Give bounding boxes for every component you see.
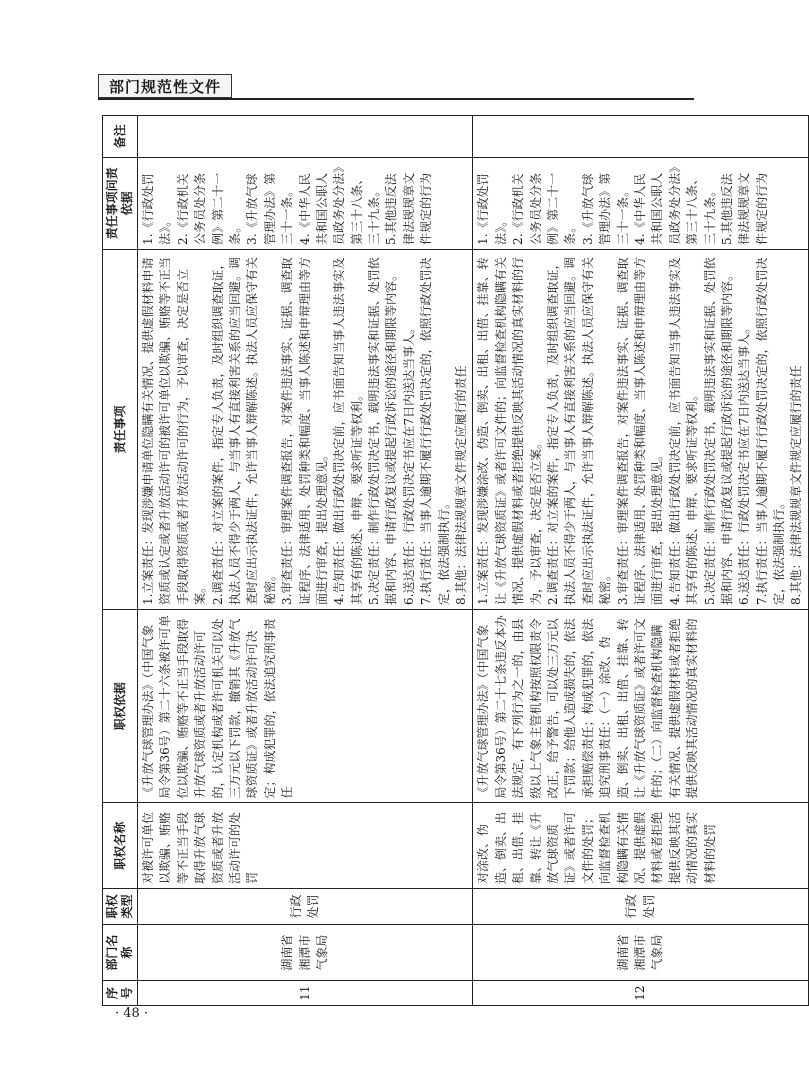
matter-item: 6.送达责任：行政处罚决定书应在7日内送达当事人。: [401, 321, 416, 605]
cell-name: 对涂改、伪造、倒卖、出租、出借、挂靠、转让《升放气球资质证》或者许可文件的处罚；向监督检查机构隐瞒有关情况、提供虚假材料或者拒绝提供反映其活动情况的真实材料的处罚: [473, 803, 808, 889]
accountability-item: 1.《行政处罚法》。: [476, 173, 508, 245]
matter-item: 1.立案责任：发现涉嫌申请单位隐瞒有关情况、提供虚假材料申请资质或认定或者升放活动许可的被许可单位以欺骗、贿赂等不正当手段取得资质或者升放活动许可的行为，予以审查，决定是否立案。: [141, 256, 208, 605]
matter-item: 4.告知责任：做出行政处罚决定前，应书面告知当事人违法事实及其享有的陈述、申辩、要求听证等权利。: [667, 257, 700, 605]
header-type: 职权类型: [103, 889, 138, 925]
header-basis: 职权依据: [103, 609, 138, 803]
cell-seq: 11: [138, 981, 473, 1006]
cell-accountability: [138, 157, 473, 249]
cell-type: 行政处罚: [138, 889, 473, 925]
cell-name: 对被许可单位以欺骗、贿赂等不正当手段取得升放气球资质或者升放活动许可的处罚: [138, 803, 473, 889]
header-name: 职权名称: [103, 803, 138, 889]
authority-table: [102, 115, 809, 1006]
matter-item: 6.送达责任：行政处罚决定书应在7日内送达当事人。: [737, 321, 752, 605]
cell-basis: 《升放气球管理办法》（中国气象局令第36号）第二十六条被许可单位以欺骗、贿赂等不正当手段取得升放气球资质或者升放活动许可的，认定机构或者许可机关可以处三万元以下罚款，撤销其《升放气球资质证》或者升放活动许可决定；构成犯罪的，依法追究刑事责任: [138, 609, 473, 803]
accountability-item: 5.其他违反法律法规规章文件规定的行为: [384, 172, 434, 245]
section-header-title: 部门规范性文件: [109, 77, 222, 96]
accountability-item: 5.其他违反法律法规规章文件规定的行为: [719, 172, 769, 245]
section-header: [98, 74, 232, 98]
cell-dept: 湖南省湘潭市气象局: [138, 925, 473, 981]
matter-item: 8.其他：法律法规规章文件规定应履行的责任: [454, 365, 469, 605]
cell-basis: 《升放气球管理办法》（中国气象局令第36号）第二十七条违反本办法规定，有下列行为之一的，由县级以上气象主管机构按照权限责令改正，给予警告，可以处三万元以下罚款；给他人造成损失的，依法承担赔偿责任；构成犯罪的，依法追究刑事责任：（一）涂改、伪造、倒卖、出租、出借、挂靠、转让《升放气球资质证》或者许可文件的；（二）向监督检查机构隐瞒有关情况、提供虚假材料或者拒绝提供反映其活动情况的真实材料的: [473, 609, 808, 803]
cell-matters: [138, 249, 473, 609]
rotated-table-frame: [102, 115, 804, 1006]
header-accountability: 责任事项问责依据: [103, 157, 138, 249]
table-row: [473, 116, 808, 1006]
header-note: 备注: [103, 116, 138, 158]
accountability-item: 2.《行政机关公务员处分条例》第二十一条。: [511, 172, 578, 245]
accountability-item: 2.《行政机关公务员处分条例》第二十一条。: [175, 172, 242, 245]
matter-item: 3.审查责任：审理案件调查报告，对案件违法事实、证据、调查取证程序、法律适用、处罚种类和幅度、当事人陈述和申辩理由等方面进行审查，提出处理意见。: [280, 256, 329, 605]
table-header-row: [103, 116, 138, 1006]
matter-item: 7.执行责任：当事人逾期不履行行政处罚决定的，依照行政处罚决定，依法强制执行。: [419, 257, 451, 605]
cell-seq: 12: [473, 981, 808, 1006]
table-row: [138, 116, 473, 1006]
accountability-item: 3.《升放气球管理办法》第三十一条。: [580, 172, 630, 245]
matter-item: 1.立案责任：发现涉嫌涂改、伪造、倒卖、出租、出借、挂靠、转让《升放气球资质证》或者许可文件的；向监督检查机构隐瞒有关情况、提供虚假材料或者拒绝提供反映其活动情况的真实材料的行为，予以审查，决定是否立案。: [476, 256, 543, 605]
matter-item: 2.调查责任：对立案的案件，指定专人负责，及时组织调查取证，执法人员不得少于两人，与当事人有直接利害关系的应当回避。调查时应出示执法证件，允许当事人辩解陈述。执法人员应保守有关秘密。: [545, 256, 613, 605]
matter-item: 2.调查责任：对立案的案件，指定专人负责，及时组织调查取证，执法人员不得少于两人，与当事人有直接利害关系的应当回避。调查时应出示执法证件，允许当事人辩解陈述。执法人员应保守有关秘密。: [210, 256, 277, 605]
header-seq: 序号: [103, 981, 138, 1006]
cell-note: [473, 116, 808, 158]
page-number: · 48 ·: [115, 1006, 149, 1021]
cell-dept: 湖南省湘潭市气象局: [473, 925, 808, 981]
matter-item: 5.决定责任：制作行政处罚决定书，载明违法事实和证据、处罚依据和内容、申请行政复议或提起行政诉讼的途径和期限等内容。: [367, 257, 399, 605]
cell-note: [138, 116, 473, 158]
matter-item: 5.决定责任：制作行政处罚决定书，载明违法事实和证据、处罚依据和内容、申请行政复议或提起行政诉讼的途径和期限等内容。: [702, 257, 734, 605]
matter-item: 3.审查责任：审理案件调查报告，对案件违法事实、证据、调查取证程序、法律适用、处罚种类和幅度、当事人陈述和申辩理由等方面进行审查，提出处理意见。: [615, 256, 665, 605]
cell-accountability: [473, 157, 808, 249]
matter-item: 4.告知责任：做出行政处罚决定前，应书面告知当事人违法事实及其享有的陈述、申辩、要求听证等权利。: [332, 257, 364, 605]
header-dept: 部门名称: [103, 925, 138, 981]
accountability-item: 1.《行政处罚法》。: [141, 173, 173, 245]
cell-type: 行政处罚: [473, 889, 808, 925]
accountability-item: 4.《中华人民共和国公职人员政务处分法》第三十八条、三十九条。: [632, 166, 717, 245]
cell-matters: [473, 249, 808, 609]
matter-item: 7.执行责任：当事人逾期不履行行政处罚决定的，依照行政处罚决定，依法强制执行。: [754, 257, 787, 605]
accountability-item: 3.《升放气球管理办法》第三十一条。: [245, 172, 295, 245]
matter-item: 8.其他：法律法规规章文件规定应履行的责任: [789, 365, 804, 605]
header-rule: [98, 98, 694, 100]
header-matters: 责任事项: [103, 249, 138, 609]
accountability-item: 4.《中华人民共和国公职人员政务处分法》第三十八条、三十九条。: [297, 166, 382, 245]
